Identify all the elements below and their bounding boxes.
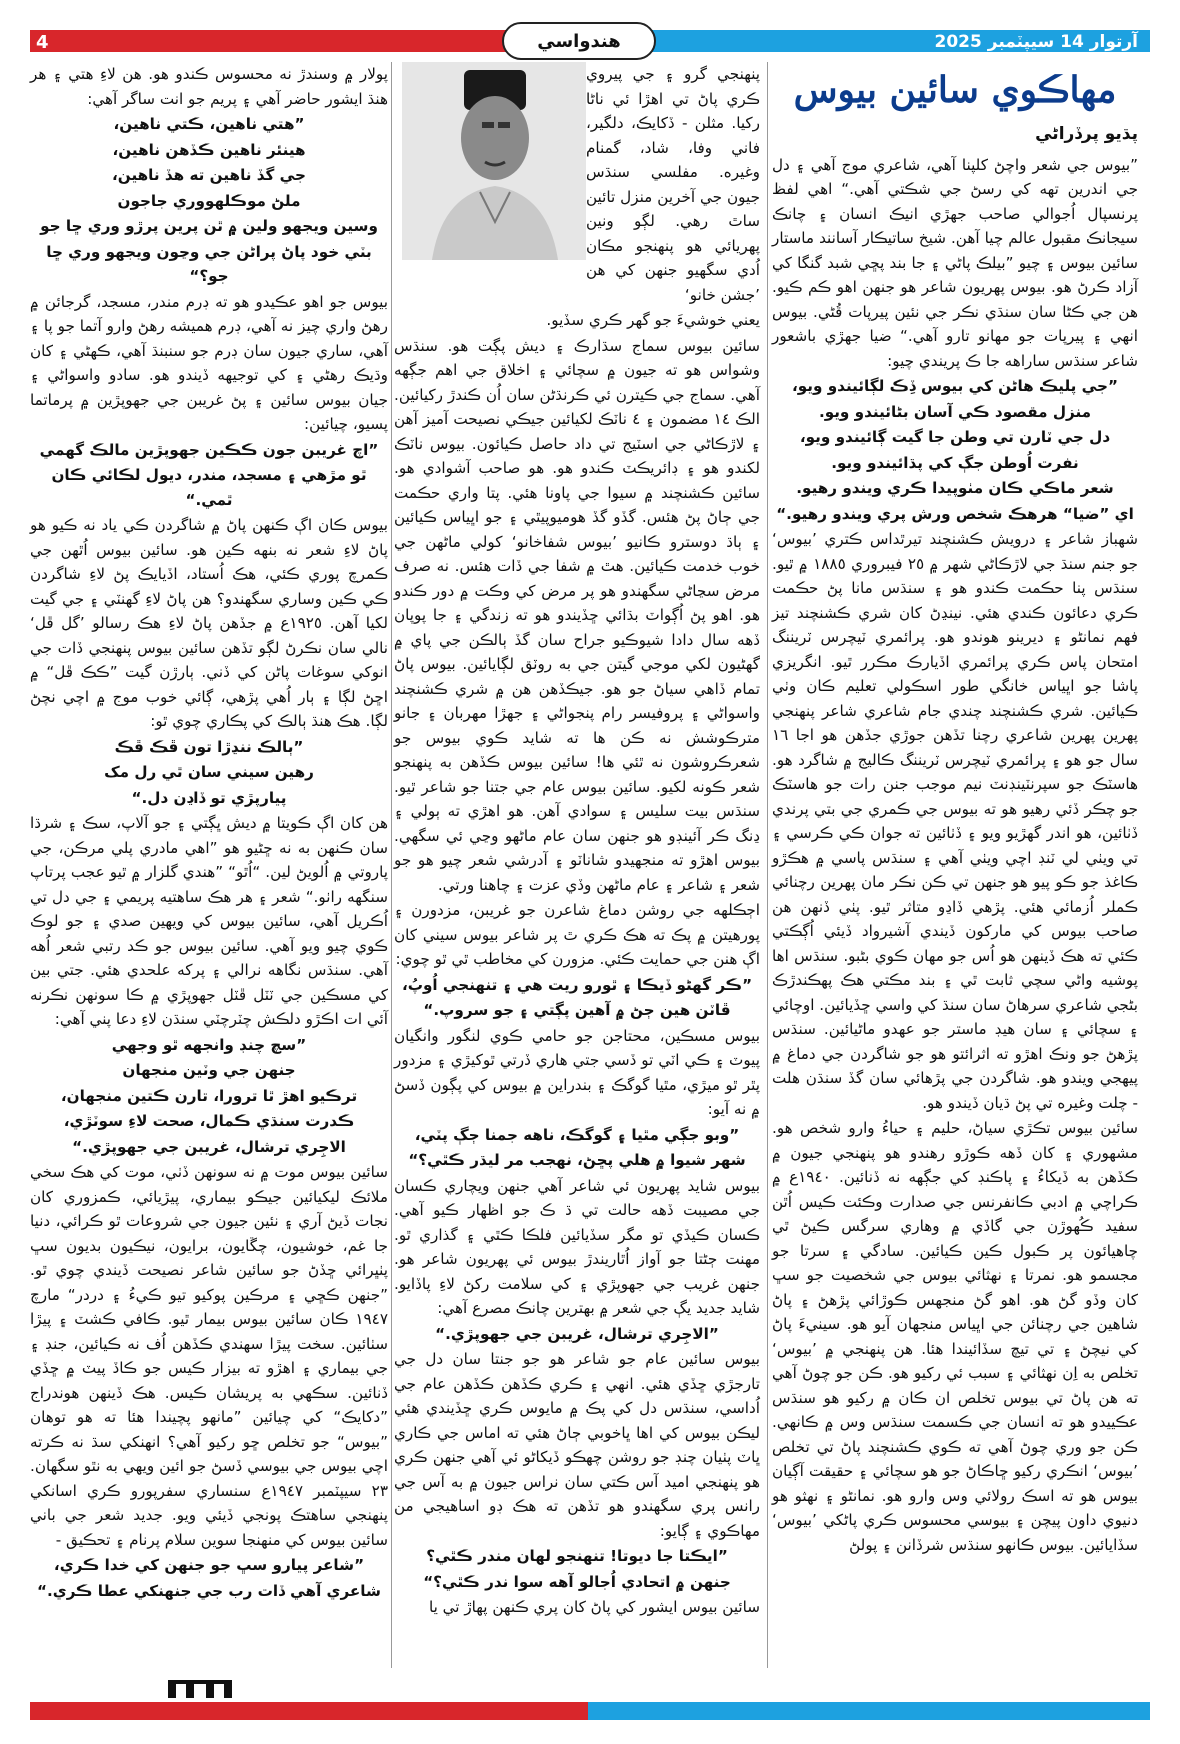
verse-line: ”شاعر پيارو سڀ جو جنهن کي خدا ڪري، xyxy=(53,1556,365,1574)
paragraph: ”بيوس جي شعر واچڻ کلپنا آهي، شاعري موج آهي ۽ دل جي اندرين تهه کي رسڻ جي شڪتي آهي.“ اهي لفظ پرنسپال اُجوالي صاحب جهڙي انيڪ انسان ۽ چانڪ سيجانڪ مقبول عالم چيا آهن. شيخ ساتيڪار آسانند ماستار سائين بيوس ۽ چيو ”بيلڪ پاڻي ۽ جا بند پڇي شبد گنگا کي آزاد ڪرڻ هو. بيوس پهريون شاعر هو جنهن اهو ڪم ڪيو. هن جي ڪڻا سان سنڌي نڪر جي نئين پيرپات قُڻي. بيوس انهي ۽ پيرپات جو مهانو تارو آهي.“ ضيا جهڙي باشعور شاعر سنڌس ساراهه جا ڪ پريندي چيو: xyxy=(772,155,1138,370)
verse-line: ”الاجِري ترشال، غريبن جي جهوپڙي.“ xyxy=(435,1324,719,1343)
paragraph: پنهنجي گرو ۽ جي پيروي ڪري پاڻ تي اهڙا ئي ناڻا رکيا. مثلن - ڏکايڪ، دلگير، فاني وفا، شاد، گمنام وغيره. مفلسي سنڌس جيون جي آخرين منزل تائين ساٿ رهي. لڳو ونين پهريائي هو پنهنجو مڪان اُدي سگهيو جنهن کي هن ’جشن خانو‘ xyxy=(586,65,760,304)
verse-line: جنهن ۾ اتحادي اُجالو آهه سوا ندر ڪٿي؟“ xyxy=(423,1572,731,1591)
masthead-logo: هندواسي xyxy=(502,22,656,60)
verse-line: ڦاٽن هين ڄڻ ۾ آهين پڳتي ۽ جو سروپ.“ xyxy=(423,1001,731,1019)
column-divider xyxy=(767,62,768,1668)
verse-line: ”اچ غريبن جون ڪڪين جهوپڙين مالڪ گهمي xyxy=(39,440,379,459)
page-number: 4 xyxy=(36,32,49,53)
verse-line: منزل مقصود ڪي آسان بڻائيندو ويو. xyxy=(818,402,1092,421)
portrait-photo xyxy=(402,62,586,260)
verse-line: پيارپڙي تو ڏاڍن دل.“ xyxy=(131,788,287,807)
paragraph: پولار ۾ وسندڙ نه محسوس ڪندو هو. هن لاءِ هتي ۽ هر هنڌ ايشور حاضر آهي ۽ پريم جو انت ساگر آهي: xyxy=(30,65,388,108)
verse-line: دل جي ٽارن تي وطن جا گيت ڳائيندو ويو، xyxy=(799,428,1111,446)
verse-line: هينئر ناهين ڪڏهن ناهين، xyxy=(112,140,306,159)
verse-line: وسين ويجهو ولين ۾ ٿن پرين پرڙو وري ڇا جو xyxy=(40,217,378,235)
top-bar-blue xyxy=(630,30,1150,52)
verse-line: جنهن جي وٽين منجهان xyxy=(122,1061,296,1079)
verse-line: ٿو مڙهي ۽ مسجد، مندر، ديول لڪائي ڪان ٿمي.“ xyxy=(51,466,367,509)
paragraph: بيوس مسڪين، محتاجن جو حامي ڪوي لنگور وانگيان پيوٽ ۽ ڪي اٽي تو ڏسي جتي هاري ڏرتي ٿوکيڙي ۽ مزدور پٿر ٿو ميڙي، مٿيا گوگڪ ۽ بندراين ۾ بيوس کي پڳون ڏسڻ ۾ نه آيو: xyxy=(394,1026,760,1118)
paragraph: بيوس سائين عام جو شاعر هو جو جنتا سان دل جي تارجڙي ڇڏي هئي. انهي ۽ ڪري ڪڏهن ڪڏهن عام جي اُداسي، سنڌس دل کي پڪ ۾ مايوس ڪري ڇڏيندي هئي ليڪن بيوس کي اها ڀاخوبي ڄاڻ هئي ته اماس جي ڪاري ڀاٽ پٺيان چنڊ جو روشن چهڪو ڏيکاڻو ئي آهي جنهن ڪري هو پنهنجي اميد آس ڪتي سان نراس جيون ۾ به آس جي رانس پري سگهندو هو تڏهن ته هڪ ڊو اساهيجي من مهاڪوي ۽ ڳايو: xyxy=(394,1350,760,1540)
paragraph: يعني خوشيءَ جو گهر ڪري سڏيو. xyxy=(546,311,760,329)
verse-line: ”ڪر گهڻو ڏيڪا ۽ ٿورو ريت هي ۽ تنهنجي اُوپُ، xyxy=(401,975,753,994)
verse-line: ”هتي ناهين، ڪتي ناهين، xyxy=(113,115,305,133)
verse-line: اي ”ضيا“ هرهڪ شخص ورش پري ويندو رهيو.“ xyxy=(776,504,1134,523)
verse-line: شهر شيوا ۾ هلي پڇڻ، نهجب مر ليڌر ڪٿي؟“ xyxy=(408,1151,746,1169)
bottom-bar-red xyxy=(30,1702,588,1720)
verse-line: ”سچ چنڊ وانجهه ٿو وجهي xyxy=(111,1035,307,1054)
paragraph: بيوس شايد پهريون ئي شاعر آهي جنهن ويچاري ڪسان جي مصيبت ڏهه حالت تي ڌ ڪ جو اظهار ڪيو آهي. ڪسان ڪيڏي تو مگر سڏيائين فلڪا ڪٿي ۽ گذاري ٿو. مهنت ڄڻتا جو آواز اُٿاريندڙ بيوس ئي پهريون شاعر هو. جنهن غريب جي جهوپڙي ۽ کي سلامت رکڻ لاءِ پاڏايو. شايد جديد يڳ جي شعر ۾ بهترين چانڪ مصرع آهي: xyxy=(394,1176,760,1317)
verse-line: رهين سيني سان ٿي رل مک xyxy=(104,763,314,781)
verse-line: ”ٻالڪ ننڍڙا تون ڦڪ ڦڪ xyxy=(114,737,304,756)
verse-line: ملڻ موڪلهووري جاجون xyxy=(117,191,301,210)
verse-line: ترڪيو اهڙ ٿا ترورا، تارن ڪتين منجهان، xyxy=(60,1086,358,1105)
paragraph: سائين بيوس ايشور کي پاڻ کان پري ڪنهن پهاڙ تي يا xyxy=(428,1598,760,1616)
bottom-color-bar xyxy=(30,1702,1150,1720)
paragraph: اڄڪلهه جي روشن دماغ شاعرن جو غريبن، مزدورن ۽ پورهيتن ۾ پڪ ته هڪ ڪري ٿ پر شاعر بيوس سيني کان اڳ هنن جي حمايت ڪئي. مزورن کي مخاطب ٿي ٿو چوي: xyxy=(394,901,760,968)
paragraph: بيوس جو اهو عڪيدو هو ته ڊرم مندر، مسجد، گرجائن ۾ رهڻ واري چيز نه آهي، ڊرم هميشه رهڻ وارو آتما جو پا ۽ آهي، ساري جيون سان ڊرم جو سنبنڌ آهي، ڪهڻي ۽ کان وڌيڪ رهڻي ۽ کي توجيهه ڏيندو هو. سادو واسواڻي ۽ جيان بيوس سائين ۽ پڻ غريبن جي جهوپڙين ۾ پرماتما پسيو، چيائين: xyxy=(30,292,388,433)
verse-line: ”جي پليڪ هاڻن کي بيوس ڏِڪ لڳائيندو ويو، xyxy=(792,377,1118,395)
issue-date: آرتوار 14 سيپٽمبر 2025 xyxy=(934,32,1138,52)
column-divider xyxy=(391,62,392,1668)
article-byline: پڌيو پرڏراڻي xyxy=(1035,124,1138,144)
verse-line: ”وبو جڳي مٿيا ۽ گوگڪ، ناهه جمنا ڄڳ پٽي، xyxy=(414,1125,740,1144)
paragraph: سائين بيوس موت ۾ نه سونهن ڏٺي، موت کي هڪ سخي ملائڪ ليکيائين جيڪو بيماري، پيڙيائي، ڪمزوري کان نجات ڏيڻ آري ۽ نئين جيون جي شروعات ٿو ڪرائي، دنيا جا غم، خوشيون، چڱايون، برايون، نيڪيون بديون سڀ پٺڀرائي ڇڏڻ جو سائين شاعر نصيحت ڏيندي چوي ٿو. ”جنهن ڪڇي ۽ مرڪين پوکيو تيو ڪيءُ ۽ دردر“ مارچ ١٩٤٧ ڪان سائين بيوس بيمار ٿيو. ڪافي ڪشٽ ۽ پيڙا سٺائين. سخت پيڙا سهندي ڪڏهن اُف نه ڪيائين، جنڊ ۽ جي بيماري ۽ اهڙو ته بيزار ڪيس جو ڪاڏ پيٽ ۾ ڇڏي ڏنائين. سڪهي به پريشان ڪيس. هڪ ڏينهن هوندراج ”دکايڪ“ کي چيائين ”مانهو پچيندا هئا ته هو توهان ”بيوس“ جو تخلص ڇو رکيو آهي؟ انهنکي سڌ نه ڪرته اچي بيوس جي بيوسي ڏسڻ جو ائين ويهي به نٿو سگهان. ٢٣ سيپٽمبر ١٩٤٧ع سنساري سفرپورو ڪري اسانکي پنهنجي ساهتڪ پونجي ڏيئي ويو. جديد شعر جي باني سائين بيوس کي منهنجا سوين سلام پرنام ۽ تحڪيق - xyxy=(30,1163,388,1549)
verse-line: بٽي خود پاڻ پراڻن جي وڃون ويجهو وري ڇا جو؟“ xyxy=(46,242,372,285)
paragraph: سائين بيوس سماج سڌارڪ ۽ ديش پڳت هو. سنڌس وشواس هو ته جيون ۾ سچائي ۽ اخلاق جي اهم جڳهه آهي. سماج جي ڪيترن ئي ڪرنڌڻن سان اُن ڪندڙ رکيائين. الڪ ١٤ مضمون ۽ ٤ ناٽڪ لکيائين جيڪي نصيحت آميز آهن ۽ لاڙڪاڻي جي اسٽيج تي داد حاصل ڪيائون. بيوس ناٽڪ لکندو هو ۽ ڊائريڪٽ ڪندو هو. هو صاحب آشوادي هو. سائين ڪشنچند ۾ سيوا جي پاونا هئي. پتا واري حڪمت جي ڄاڻ پڻ هئس. گڏو گڏ هوميوپيٿي ۽ جو اڀياس ڪيائين ۽ ٻاڌ دوسترو ڪانيو ’بيوس شفاخانو‘ کولي ماڻهن جي خوب خدمت ڪيائين. هٿ ۾ شفا جي ڏات هئس. نه صرف مرض سڃاڻي سگهندو هو پر مرض کي وڪت ۾ دور ڪندو هو. اهو پڻ اُڳواٽ بڌائي ڇڏيندو هو ته زندگي ۽ جا پوپان ڏهه سال دادا شيوڪيو جراح سان گڏ ٻالڪن جي پاي ۾ گهڻيون لکي موجي گيتن جي به روٽق لڳايائين. بيوس پاڻ تمام ڏاهي سياڻ جو هو. جيڪڏهن هن ۾ شري ڪشنچند واسواڻي ۽ پروفيسر رام پنجواڻي ۽ جهڙا مهربان ۽ جانو مترڪوشش نه ڪن ها ته شايد ڪوي بيوس جو شعرڪروشون نه ٿئي ها! سائين بيوس ڪڏهن به پنهنجو شعر ڪونه لکيو. سائين بيوس عام جي جتنا جو شاعر ٿيو. سنڌس بيت سليس ۽ سوادي آهن. هو اهڙي ته ٻولي ۽ ڍنگ ڪر آئينڊو هو جنهن سان عام ماڻهو وڃي ئي سگهي. بيوس اهڙو ته منجهيدو شاناٽو ۽ آدرشي شعر چيو هو جو شعر ۽ شاعر ۽ عام ماڻهن وڏي عزت ۽ چاهنا ورتي. xyxy=(394,336,760,894)
paragraph: بيوس ڪان اڳ ڪنهن پاڻ ۾ شاگردن ڪي ياد نه ڪيو هو پاڻ لاءِ شعر نه بنهه ڪين هو. سائين بيوس اُٿهن جي ڪمرچ پوري ڪئي، هڪ اُستاد، اڏيايڪ پڻ لاءِ شاگردن ڪي ڪين وساري سگهندو؟ هن پاڻ لاءِ گهنٽي ۽ جي گيت لکيا آهن. ١٩٢٥ع ۾ جڏهن پاڻ لاءِ هڪ رسالو ’گل ڦل‘ نالي سان نڪرڻ لڳو تڏهن سائين بيوس پنهنجي ڏات جي انوکي سوغات پاڻن کي ڏني. ٻارڙن گيت ”ڪڪ ڦل“ ۾ اڇڻ لڳا ۽ ٻار اُهي پڙهي، ڳائي خوب موج ۾ اچي نچڻ لڳا. هڪ هنڌ ٻالڪ کي پڪاري چوي ٿو: xyxy=(30,516,389,730)
verse-line: الاجِري ترشال، غريبن جي جهوپڙي.“ xyxy=(72,1137,346,1156)
column-middle xyxy=(394,62,760,1621)
column-right xyxy=(772,62,1138,1558)
verse-line: شعر ماڪي ڪان مٺوپيدا ڪري ويندو رهيو. xyxy=(796,479,1114,497)
verse-line: نفرت اُوطن جڳ کي پڌائيندو ويو. xyxy=(831,453,1079,472)
article-title: مهاڪوي سائين بيوس xyxy=(793,69,1117,111)
verse-line: جي گڏ ناهين ته هڏ ناهين، xyxy=(112,166,306,184)
verse-line: ڪدرت سنڌي ڪمال، صحت لاءِ سوٽڙي، xyxy=(63,1112,355,1130)
paragraph: سائين بيوس تڪڙي سياڻ، حليم ۽ حياءُ وارو شخص هو. مشهوري ۽ کان ڏهه ڪوڙو رهندو هو پنهنجي جيون ۾ ڪڏهن به ڏيکاءُ ۽ پاڪنڊ کي جڳهه نه ڏنائين. ١٩٤٠ع ۾ ڪراچي ۾ ادبي ڪانفرنس جي صدارت وڪئت ڪيس اُٿن سفيد ڪُهوڙن جي گاڏي ۾ وهاري سرگس ڪيڻ ٿي چاهيائون پر ڪبول ڪين ڪيائين. سادگي ۽ سرتا جو مجسمو هو. نمرتا ۽ نهثائي بيوس جي شخصيت جو سڀ کان وڏو گڻ هو. اهو گڻ منجهس ڪوڙائي پڙهڻ ۽ پاڻ شاهين جي رچنائن جي اڀياس منجهان آيو هو. سينيءَ پاڻ کي نيچڻ ۽ تي تيچ سڏائيندا هئا. هن پنهنجي ۾ ’بيوس‘ تخلص به اِن نهثائي ۽ سبب ئي رکيو هو. ڪن جو چوڻ آهي ته هن پاڻ تي بيوس تخلص ان ڪان ۾ رکيو هو سنڌس عڪييدو هو ته انسان جي ڪسمت سنڌس وس ۾ ڪانهي. ڪن جو وري چوڻ آهي ته ڪوي ڪشنچند پاڻ تي تخلص ’بيوس‘ انڪري رکيو ڇاڪاڻ جو هو سچائي ۽ حقيقت آڳيان بيوس هو ته اسڪ رولائي وس وارو هو. نمانڻو ۽ نهثو هو دنيوي داون پيچن ۽ بيوسي محسوس ڪري پاڻکي ’بيوس‘ سڏايائين. بيوس ڪانهو سنڌس شرڏانن ۽ پولڻ xyxy=(772,1119,1138,1554)
paragraph: هن کان اڳ ڪويتا ۾ ديش ڀڳتي ۽ جو آلاپ، سڪ ۽ شرڌا سان ڪنهن به نه ڇڻيو هو ”اهي مادري پلي مرڪن، جي پاروتي ۾ اُلويڻ لين. “اُٿو“ ”هندي گلزار ۾ ٿيو عجب پرتاپ سنگهه راٺو.“ شعر ۽ هر هڪ ساهتيه پريمي ۽ جي دل تي اُڪريل آهي، سائين بيوس کي ويهين صدي ۽ جو لوڪ ڪوي چيو ويو آهي. سائين بيوس جو ڪد رتبي شعر اُهه آهي. سنڌس نگاهه نرالي ۽ پرکه علحدي هئي. جتي بين کي مسڪين جي ٽٽل ڦٽل جهوپڙي ۾ ڪا سونهن نڪرنه آئي ات اڪڙو دلڪش چٽرچٽي سنڌن لاءِ دعا پني آهي: xyxy=(30,814,388,1028)
portrait-illustration xyxy=(402,62,586,260)
paragraph: شهباز شاعر ۽ درويش ڪشنچند تيرٿداس ڪتري ’بيوس‘ جو جنم سنڌ جي لاڙڪاڻي شهر ۾ ٢٥ فيبروري ١٨٨٥ ۾ ٿيو. سنڌس پنا حڪمت ڪندو هو ۽ سنڌس مانا پڻ حڪمت ڪري دعائون ڪندي هئي. نينڍڻ کان شري ڪشنچند تيز فهم نمانڻو ۽ ديرينو هوندو هو. پرائمري ٽيچرس ٽريننگ امتحان پاس ڪري پرائمري اڏيارڪ مڪرر ٿيو. انگريزي پاشا جو اڀياس خانگي طور اسڪولي تعليم ڪان وٺي ڪيائين. شري ڪشنچند چندي جام شاعري شاعر پنهنجي پهرين پهرين شاعري رچنا تڏهن جوڙي جڏهن هو اجا ١٦ سال جو هو ۽ پرائمري ٽيچرس ٽريننگ ڪاليج ۾ شاگرد هو. هاسٽڪ جو سپرنٽينڊنٽ نيم موجب جنن رات جو هاسٽڪ جو چڪر ڏئي رهيو هو ته بيوس جي ڪمري جي بتي پرندي ڏٺائين، هو اندر گهڙيو ويو ۽ ڏٺائين ته جوان ڪي ڪرسي ۽ تي ويٺي لي ٽنڊ اچي ويٺي آهي ۽ سنڌس پاسي ۾ هڪڙو ڪاغذ جو ڪو پيو هو جنهن تي ڪن نڪر مان پهرين رچنائي ڪملر اُزمائي هئي. پڙهي ڏاڍو متاثر ٿيو. پٺي ڏنهن هن صاحب بيوس کي مارکون ڏيندي آشيرواد ڏيئي اُڳڪتي ڪئي ته هڪ ڏينهن هو اُس جو مهان ڪوي بڻبو. سنڌس اها پوشيه واڻي سچي ثابت ٿي ۽ بند مڪتي هڪ پهڪندڙڪ بڻجي شاعري سرهاڻ سان سنڌ کي واسي ڇڏيائين. اوچائي ۽ سچائي ۽ سان هيڊ ماستر جو عهدو ماڻيائين. سنڌس پڙهڻ جو ونڪ اهڙو ته اثرائتو هو جو شاگردن جي دماغ ۾ پيهجي ويندو هو. شاگردن جي پڙهائي سان گڏ سنڌن هلت - چلت وغيره تي پڻ ڌيان ڏيندو هو. xyxy=(772,530,1138,1112)
column-left xyxy=(30,62,388,1604)
verse-line: ”ايڪتا جا ديوتا! تنهنجو لهان مندر ڪٿي؟ xyxy=(426,1547,728,1565)
verse-line: شاعري آهي ڏات رب جي جنهنکي عطا ڪري.“ xyxy=(37,1581,381,1600)
end-mark-icon xyxy=(168,1680,232,1698)
bottom-bar-blue xyxy=(588,1702,1150,1720)
